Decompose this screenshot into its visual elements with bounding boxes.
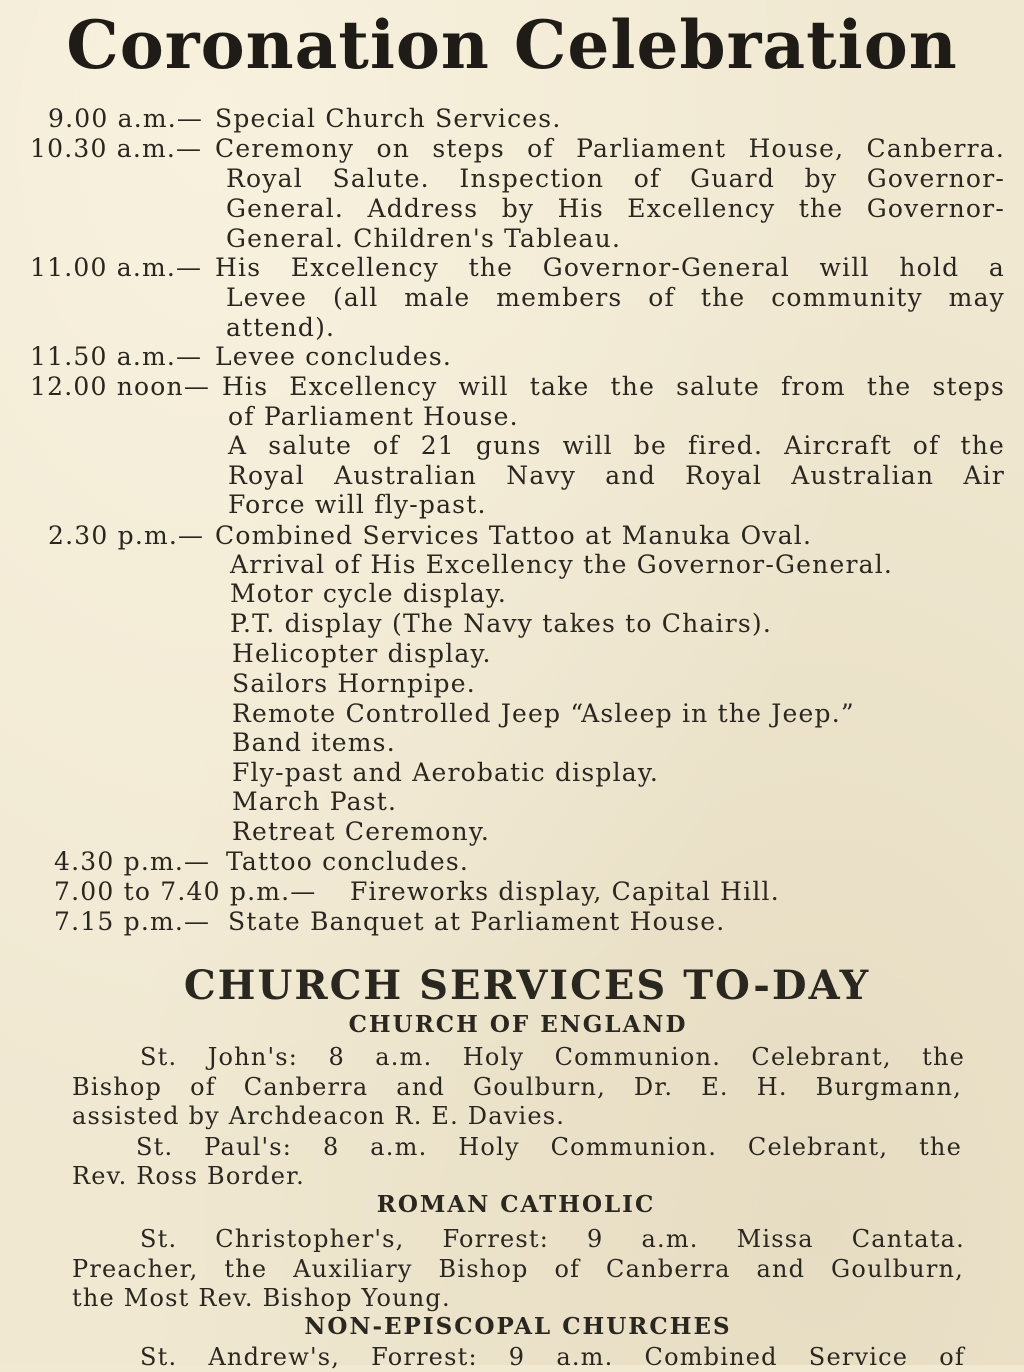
entry-time: 7.00 to 7.40 p.m.—	[54, 877, 317, 906]
entry-line: Retreat Ceremony.	[232, 817, 490, 846]
denomination-heading: NON-EPISCOPAL CHURCHES	[304, 1313, 732, 1340]
entry-line: of Parliament House.	[228, 402, 519, 431]
service-line: St. John's: 8 a.m. Holy Communion. Celebrant, the	[140, 1043, 965, 1071]
entry-line: attend).	[226, 313, 336, 342]
entry-line: Royal Australian Navy and Royal Australian Air	[228, 461, 1005, 490]
entry-line: Fireworks display, Capital Hill.	[350, 877, 780, 906]
entry-line: Levee concludes.	[215, 342, 453, 371]
service-line: St. Christopher's, Forrest: 9 a.m. Missa Cantata.	[140, 1225, 965, 1253]
service-line: St. Andrew's, Forrest: 9 a.m. Combined Service of	[140, 1343, 965, 1371]
programme-entry	[0, 342, 1010, 372]
service-line: Preacher, the Auxiliary Bishop of Canberra and Goulburn,	[72, 1255, 964, 1283]
programme-entry	[0, 134, 1010, 164]
programme-entry	[0, 847, 1010, 877]
entry-line: General. Children's Tableau.	[226, 224, 622, 253]
entry-line: Helicopter display.	[232, 639, 492, 668]
entry-line: Remote Controlled Jeep “Asleep in the Jeep.”	[232, 699, 855, 728]
programme-entry	[0, 253, 1010, 283]
service-line: assisted by Archdeacon R. E. Davies.	[72, 1102, 566, 1130]
service-line: St. Paul's: 8 a.m. Holy Communion. Celebrant, the	[136, 1133, 962, 1161]
service-line: Rev. Ross Border.	[72, 1162, 306, 1190]
entry-line: His Excellency will take the salute from the steps	[222, 372, 1005, 401]
page-title: Coronation Celebration	[66, 6, 958, 84]
service-line: Bishop of Canberra and Goulburn, Dr. E. H. Burgmann,	[72, 1073, 962, 1101]
entry-time: 11.00 a.m.—	[30, 253, 203, 282]
entry-line: State Banquet at Parliament House.	[228, 907, 726, 936]
service-line: the Most Rev. Bishop Young.	[72, 1284, 451, 1312]
entry-time: 12.00 noon—	[30, 372, 211, 401]
entry-line: March Past.	[232, 787, 398, 816]
entry-line: Force will fly-past.	[228, 490, 487, 519]
entry-time: 4.30 p.m.—	[54, 847, 211, 876]
programme-entry	[0, 372, 1010, 402]
entry-line: P.T. display (The Navy takes to Chairs).	[230, 609, 772, 638]
entry-line: Levee (all male members of the community may	[226, 283, 1005, 312]
entry-time: 9.00 a.m.—	[48, 104, 204, 133]
entry-time: 11.50 a.m.—	[30, 342, 203, 371]
entry-line: Special Church Services.	[215, 104, 562, 133]
entry-line: Arrival of His Excellency the Governor-General.	[230, 550, 894, 579]
entry-line: General. Address by His Excellency the Governor-	[226, 194, 1005, 223]
entry-line: Band items.	[232, 728, 396, 757]
entry-line: Fly-past and Aerobatic display.	[232, 758, 660, 787]
denomination-heading: ROMAN CATHOLIC	[376, 1191, 656, 1218]
section-heading: CHURCH SERVICES TO-DAY	[183, 962, 871, 1009]
entry-line: Motor cycle display.	[230, 579, 507, 608]
entry-time: 7.15 p.m.—	[54, 907, 211, 936]
entry-line: Ceremony on steps of Parliament House, Canberra.	[215, 134, 1005, 163]
programme-entry	[0, 104, 1010, 134]
entry-line: Sailors Hornpipe.	[232, 669, 476, 698]
programme-entry	[0, 521, 1010, 551]
programme-entry	[0, 907, 1010, 937]
entry-line: Tattoo concludes.	[226, 847, 470, 876]
entry-time: 10.30 a.m.—	[30, 134, 203, 163]
programme-entry	[0, 877, 1010, 907]
entry-line: His Excellency the Governor-General will hold a	[215, 253, 1005, 282]
entry-line: Royal Salute. Inspection of Guard by Governor-	[226, 164, 1005, 193]
denomination-heading: CHURCH OF ENGLAND	[348, 1011, 688, 1038]
entry-line: A salute of 21 guns will be fired. Aircraft of the	[228, 431, 1005, 460]
entry-time: 2.30 p.m.—	[48, 521, 205, 550]
entry-line: Combined Services Tattoo at Manuka Oval.	[215, 521, 813, 550]
